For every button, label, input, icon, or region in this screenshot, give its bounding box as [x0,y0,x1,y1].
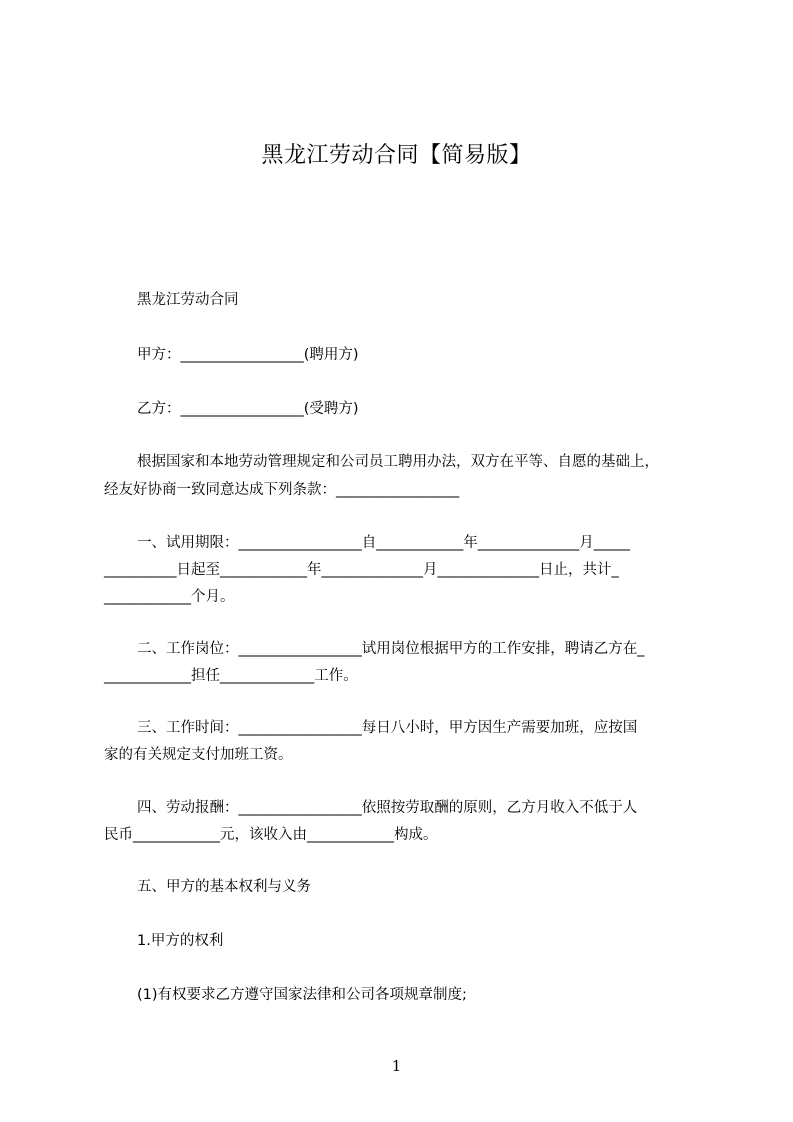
document-title: 黑龙江劳动合同【简易版】 [261,143,532,168]
page-number: 1 [391,1057,402,1075]
party-a-rights-heading: 1.甲方的权利 [137,933,224,949]
clause-1-line-2: __________日起至____________年______________月______________日止，共计_ [104,562,619,578]
clause-2-line-2: ____________担任_____________工作。 [104,668,358,684]
party-b-line: 乙方：_________________(受聘方) [137,401,359,417]
clause-4-line-2: 民币____________元，该收入由____________构成。 [104,827,438,843]
contract-heading: 黑龙江劳动合同 [137,292,239,308]
clause-1-line-3: ____________个月。 [104,589,235,605]
clause-3-line-1: 三、工作时间：_________________每日八小时，甲方因生产需要加班，应按国 [137,720,638,736]
clause-4-line-1: 四、劳动报酬：_________________依照按劳取酬的原则，乙方月收入不低于人 [137,800,638,816]
clause-1-line-1: 一、试用期限：_________________自____________年______________月_____ [137,535,630,551]
party-a-line: 甲方：_________________(聘用方) [137,347,359,363]
preamble-line-1: 根据国家和本地劳动管理规定和公司员工聘用办法，双方在平等、自愿的基础上， [137,454,659,470]
clause-5-heading: 五、甲方的基本权利与义务 [137,879,311,895]
clause-2-line-1: 二、工作岗位：_________________试用岗位根据甲方的工作安排，聘请乙方在_ [137,641,645,657]
clause-3-line-2: 家的有关规定支付加班工资。 [104,747,293,763]
preamble-line-2: 经友好协商一致同意达成下列条款：_________________ [104,482,460,498]
party-a-right-1: (1)有权要求乙方遵守国家法律和公司各项规章制度; [137,987,467,1003]
